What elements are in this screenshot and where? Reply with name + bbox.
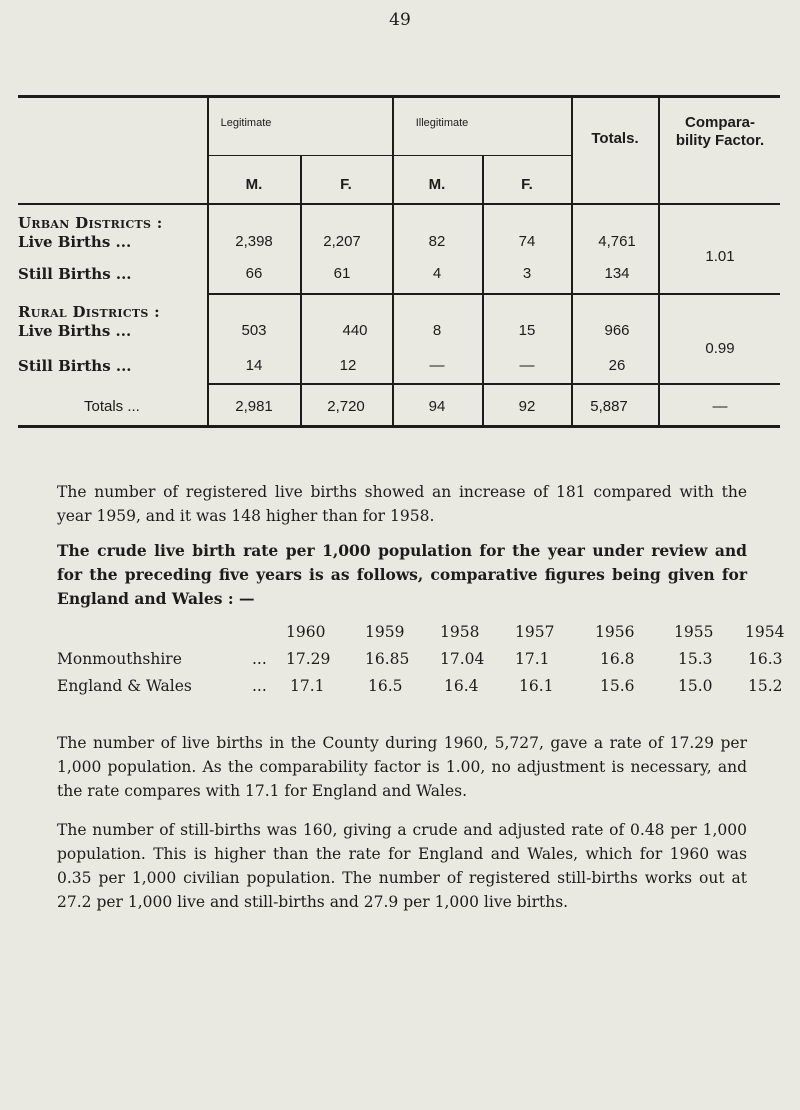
row-label-totals: Totals ... (84, 398, 140, 415)
row-label-urban-live: Live Births ... (18, 233, 132, 251)
rate-year-1955: 1955 (674, 623, 714, 641)
rate-year-1958: 1958 (440, 623, 480, 641)
col-rule-6 (658, 97, 660, 427)
header-legit-f: F. (340, 176, 352, 193)
rate-mon-1958: 17.04 (440, 650, 485, 668)
cell-rural-still-illegit-m: — (429, 357, 445, 374)
cell-urban-live-illegit-m: 82 (428, 233, 446, 250)
rate-year-1956: 1956 (595, 623, 635, 641)
rate-ew-1954: 15.2 (748, 677, 783, 695)
cell-urban-live-total: 4,761 (598, 233, 636, 250)
cell-total-legit-m: 2,981 (235, 398, 273, 415)
row-label-rural-live: Live Births ... (18, 322, 132, 340)
rate-row-dots: ... (252, 677, 267, 695)
row-label-urban-still: Still Births ... (18, 265, 132, 283)
factor-urban-rule (660, 293, 780, 295)
paragraph-crude-rate-intro: The crude live birth rate per 1,000 population for the year under review and for the preceding five years is as follows, comparative figures being given for England and Wales : — (57, 541, 747, 608)
rate-ew-1957: 16.1 (519, 677, 554, 695)
header-illegit-f: F. (521, 176, 533, 193)
rate-year-1960: 1960 (286, 623, 326, 641)
cell-urban-live-legit-m: 2,398 (235, 233, 273, 250)
births-table (0, 0, 800, 440)
rate-mon-1955: 15.3 (678, 650, 713, 668)
col-rule-2 (300, 156, 302, 427)
cell-rural-live-illegit-f: 15 (518, 322, 536, 339)
cell-rural-still-total: 26 (608, 357, 626, 374)
rate-row-dots: ... (252, 650, 267, 668)
rate-mon-1960: 17.29 (286, 650, 331, 668)
page-number: 49 (389, 10, 411, 30)
rate-ew-1960: 17.1 (290, 677, 325, 695)
paragraph-still-births: The number of still-births was 160, giving a crude and adjusted rate of 0.48 per 1,000 population. This is higher than the rate for England and Wales, which for 1960 was 0.35 per 1,000 civilian population. The number of registered still-births works out at 27.2 per 1,000 live and still-births and 27.9 per 1,000 live births. (57, 821, 747, 911)
cell-rural-still-legit-f: 12 (339, 357, 357, 374)
cell-rural-still-legit-m: 14 (245, 357, 263, 374)
rate-ew-1955: 15.0 (678, 677, 713, 695)
cell-urban-still-illegit-m: 4 (432, 265, 442, 282)
col-rule-5 (571, 97, 573, 427)
header-comparability-factor: Compara- bility Factor. (675, 114, 765, 149)
header-legitimate: Legitimate (220, 117, 272, 129)
rate-year-1957: 1957 (515, 623, 555, 641)
cell-rural-live-legit-f: 440 (342, 322, 368, 339)
cell-rural-live-illegit-m: 8 (432, 322, 442, 339)
factor-rural-rule (660, 383, 780, 385)
rate-mon-1954: 16.3 (748, 650, 783, 668)
rate-year-1954: 1954 (745, 623, 785, 641)
cell-total-illegit-f: 92 (518, 398, 536, 415)
row-label-rural-still: Still Births ... (18, 357, 132, 375)
cell-urban-still-legit-m: 66 (245, 265, 263, 282)
rate-row-label-monmouthshire: Monmouthshire (57, 650, 182, 668)
col-rule-4 (482, 156, 484, 427)
cell-rural-live-legit-m: 503 (241, 322, 267, 339)
header-illegit-m: M. (428, 176, 446, 193)
cell-urban-live-illegit-f: 74 (518, 233, 536, 250)
rate-ew-1959: 16.5 (368, 677, 403, 695)
rural-bottom-rule (208, 383, 660, 385)
cell-urban-factor: 1.01 (705, 248, 735, 265)
rate-year-1959: 1959 (365, 623, 405, 641)
urban-bottom-rule (208, 293, 660, 295)
cell-total-factor: — (712, 398, 728, 415)
rate-mon-1957: 17.1 (515, 650, 550, 668)
cell-urban-still-illegit-f: 3 (522, 265, 532, 282)
table-bottom-rule (18, 425, 780, 428)
table-top-rule (18, 95, 780, 98)
header-totals: Totals. (591, 130, 639, 147)
header-bottom-rule (18, 203, 780, 205)
rate-mon-1956: 16.8 (600, 650, 635, 668)
header-illegitimate: Illegitimate (415, 117, 469, 129)
cell-urban-still-legit-f: 61 (333, 265, 351, 282)
cell-rural-still-illegit-f: — (519, 357, 535, 374)
col-rule-1 (207, 97, 209, 427)
subheader-rule (208, 155, 572, 156)
rate-ew-1956: 15.6 (600, 677, 635, 695)
header-legit-m: M. (245, 176, 263, 193)
cell-rural-factor: 0.99 (705, 340, 735, 357)
paragraph-live-births-increase: The number of registered live births showed an increase of 181 compared with the year 1959, and it was 148 higher than for 1958. (57, 483, 747, 525)
paragraph-county-live-births: The number of live births in the County during 1960, 5,727, gave a rate of 17.29 per 1,000 population. As the comparability factor is 1.00, no adjustment is necessary, and the rate compares with 17.1 for England and Wales. (57, 734, 747, 800)
section-title-urban: Urban Districts : (18, 214, 163, 232)
cell-urban-live-legit-f: 2,207 (323, 233, 361, 250)
rate-row-label-england-wales: England & Wales (57, 677, 192, 695)
cell-total-all: 5,887 (590, 398, 628, 415)
cell-urban-still-total: 134 (604, 265, 630, 282)
col-rule-3 (392, 97, 394, 427)
rate-ew-1958: 16.4 (444, 677, 479, 695)
section-title-rural: Rural Districts : (18, 303, 161, 321)
rate-mon-1959: 16.85 (365, 650, 410, 668)
cell-total-legit-f: 2,720 (327, 398, 365, 415)
cell-rural-live-total: 966 (604, 322, 630, 339)
cell-total-illegit-m: 94 (428, 398, 446, 415)
